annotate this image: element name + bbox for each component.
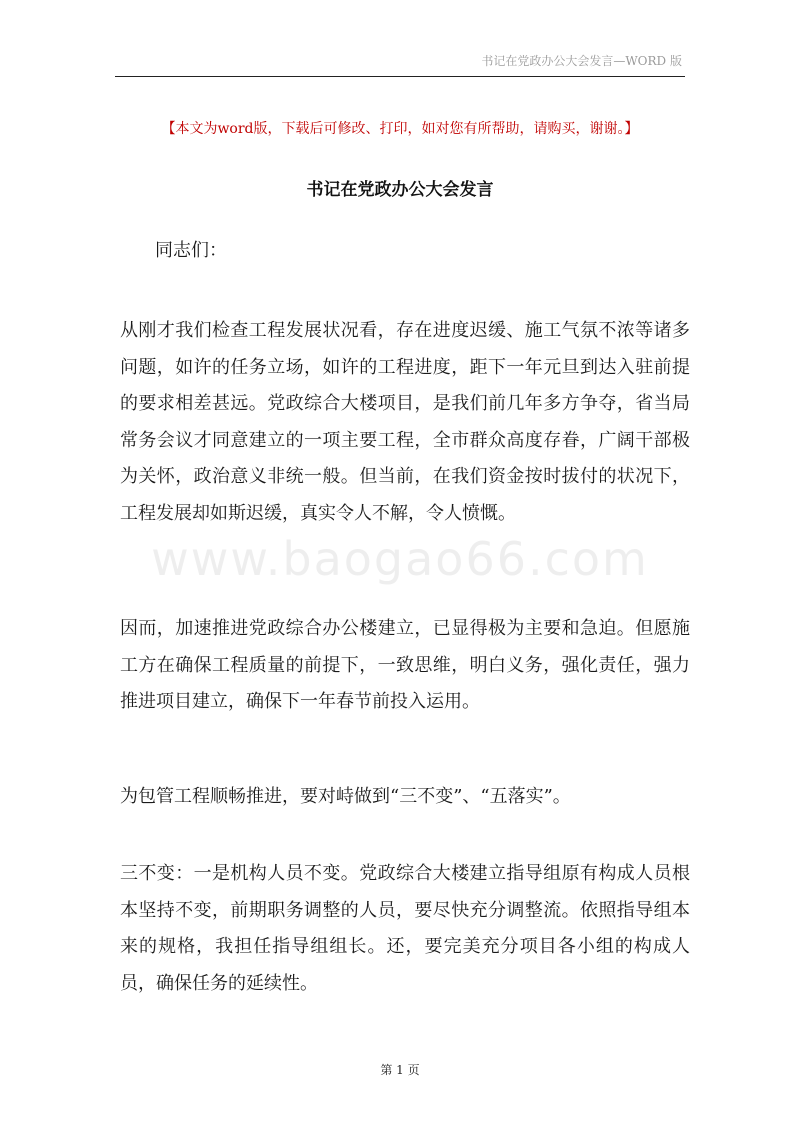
page-number: 第 1 页 (380, 1063, 420, 1077)
header-divider (115, 76, 685, 77)
paragraph-4: 三不变：一是机构人员不变。党政综合大楼建立指导组原有构成人员根本坚持不变，前期职务调整的人员，要尽快充分调整流。依照指导组本来的规格，我担任指导组组长。还，要完美充分项目各小组的构成人员，确保任务的延续性。 (120, 863, 690, 994)
watermark: www.baogao66.com (151, 532, 649, 586)
running-header: 书记在党政办公大会发言—WORD 版 (481, 54, 682, 68)
paragraph-3: 为包管工程顺畅推进，要对峙做到“三不变”、“五落实”。 (120, 786, 571, 807)
salutation: 同志们： (155, 240, 227, 261)
paragraph-1: 从刚才我们检查工程发展状况看，存在进度迟缓、施工气氛不浓等诸多问题，如许的任务立场，如许的工程进度，距下一年元旦到达入驻前提的要求相差甚远。党政综合大楼项目，是我们前几年多方争夺，省当局常务会议才同意建立的一项主要工程，全市群众高度存眷，广阔干部极为关怀，政治意义非统一般。但当前，在我们资金按时拔付的状况下，工程发展却如斯迟缓，真实令人不解，令人愤慨。 (120, 320, 690, 524)
document-title: 书记在党政办公大会发言 (306, 180, 494, 200)
paragraph-2: 因而，加速推进党政综合办公楼建立，已显得极为主要和急迫。但愿施工方在确保工程质量的前提下，一致思维，明白义务，强化责任，强力推进项目建立，确保下一年春节前投入运用。 (120, 618, 690, 712)
purchase-notice: 【本文为word版，下载后可修改、打印，如对您有所帮助，请购买，谢谢。】 (161, 121, 639, 137)
